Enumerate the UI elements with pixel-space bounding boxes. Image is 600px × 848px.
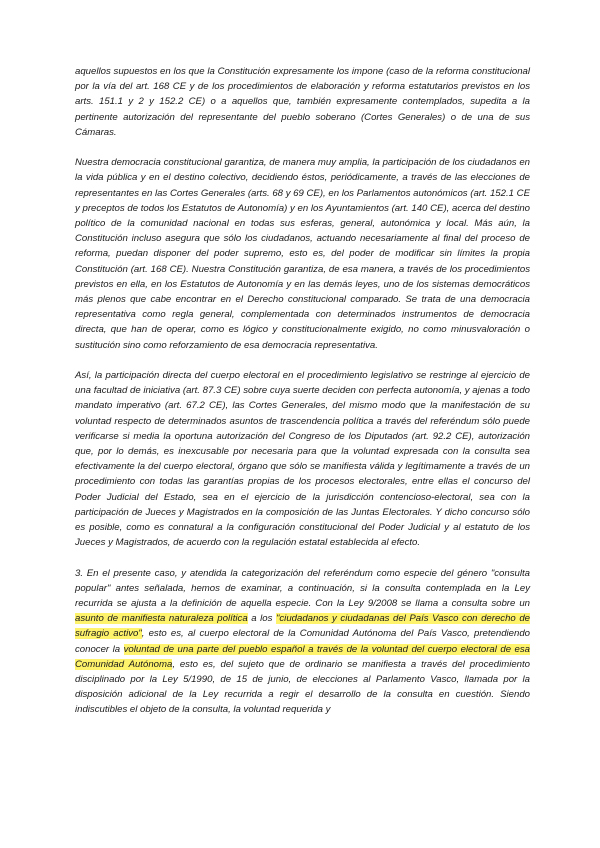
paragraph-text: , esto es, al cuerpo electoral de la Comunidad Autónoma del País Vasco, pretendiendo conocer la: [75, 628, 530, 655]
paragraph-1: [75, 64, 530, 140]
paragraph-text: Así, la participación directa del cuerpo electoral en el procedimiento legislativo se restringe al ejercicio de una facultad de iniciativa (art. 87.3 CE) sobre cuya suerte deciden con perfecta autonomía, y ajenas a todo mandato imperativo (art. 67.2 CE), las Cortes Generales, del mismo modo que la manifestación de su voluntad respecto de determinados asuntos de trascendencia política a través del referéndum sólo puede verificarse si media la oportuna autorización del Congreso de los Diputados (art. 92.2 CE), autorización que, por lo demás, es inexcusable por necesaria para que la voluntad expresada con la consulta sea efectivamente la del cuerpo electoral, órgano que sólo se manifiesta válida y legítimamente a través de un procedimiento con todas las garantías propias de los procesos electorales, entre ellas el concurso del Poder Judicial del Estado, sea en el ejercicio de la jurisdicción contencioso-electoral, sea con la participación de Jueces y Magistrados en la composición de las Juntas Electorales. Y dicho concurso sólo es posible, como es connatural a la configuración constitucional del Poder Judicial y al estatuto de los Jueces y Magistrados, de acuerdo con la regulación estatal establecida al efecto.: [75, 370, 530, 549]
document-page: [75, 64, 530, 733]
paragraph-text: aquellos supuestos en los que la Constitución expresamente los impone (caso de la reforma constitucional por la vía del art. 168 CE y de los procedimientos de elaboración y reforma estatutarios previstos en los arts. 151.1 y 2 y 152.2 CE) o a aquellos que, también expresamente contemplados, supedita a la pertinente autorización del representante del pueblo soberano (Cortes Generales) o de una de sus Cámaras.: [75, 66, 530, 138]
paragraph-text: , esto es, del sujeto que de ordinario se manifiesta a través del procedimiento disciplinado por la Ley 5/1990, de 15 de junio, de elecciones al Parlamento Vasco, llamada por la disposición adicional de la Ley recurrida a regir el desarrollo de la consulta en cuestión. Siendo indiscutibles el objeto de la consulta, la voluntad requerida y: [75, 658, 530, 716]
paragraph-text: Nuestra democracia constitucional garantiza, de manera muy amplia, la participación de los ciudadanos en la vida pública y en el destino colectivo, decidiendo éstos, periódicamente, a través de las elecciones de representantes en las Cortes Generales (arts. 68 y 69 CE), en los Parlamentos autonómicos (art. 152.1 CE y preceptos de todos los Estatutos de Autonomía) y en los Ayuntamientos (art. 140 CE), acerca del destino político de la comunidad nacional en todas sus esferas, general, autonómica y local. Más aún, la Constitución incluso asegura que sólo los ciudadanos, actuando necesariamente al final del proceso de reforma, puedan disponer del poder supremo, esto es, del poder de modificar sin límites la propia Constitución (art. 168 CE). Nuestra Constitución garantiza, de esa manera, a través de los procedimientos previstos en ella, en los Estatutos de Autonomía y en las demás leyes, uno de los sistemas democráticos más plenos que cabe encontrar en el Derecho constitucional comparado. Se trata de una democracia representativa como regla general, complementada con determinados instrumentos de democracia directa, que han de operar, como es lógico y constitucionalmente exigido, no como minusvaloración o sustitución sino como reforzamiento de esa democracia representativa.: [75, 157, 530, 351]
paragraph-3: [75, 368, 530, 550]
highlighted-text: asunto de manifiesta naturaleza política: [75, 613, 248, 625]
paragraph-text: a los: [247, 613, 276, 625]
paragraph-text: 3. En el presente caso, y atendida la categorización del referéndum como especie del género "consulta popular" antes señalada, hemos de examinar, a continuación, si la consulta contemplada en la Ley recurrida se ajusta a la definición de aquella especie. Con la Ley 9/2008 se llama a consulta sobre un: [75, 567, 530, 610]
highlighted-text: voluntad de una parte del pueblo español a través de la voluntad del cuerpo electoral de esa Comunidad Autónoma: [75, 643, 530, 670]
paragraph-4: [75, 566, 530, 718]
highlighted-text: "ciudadanos y ciudadanas del País Vasco con derecho de sufragio activo": [75, 613, 530, 640]
paragraph-2: [75, 155, 530, 353]
